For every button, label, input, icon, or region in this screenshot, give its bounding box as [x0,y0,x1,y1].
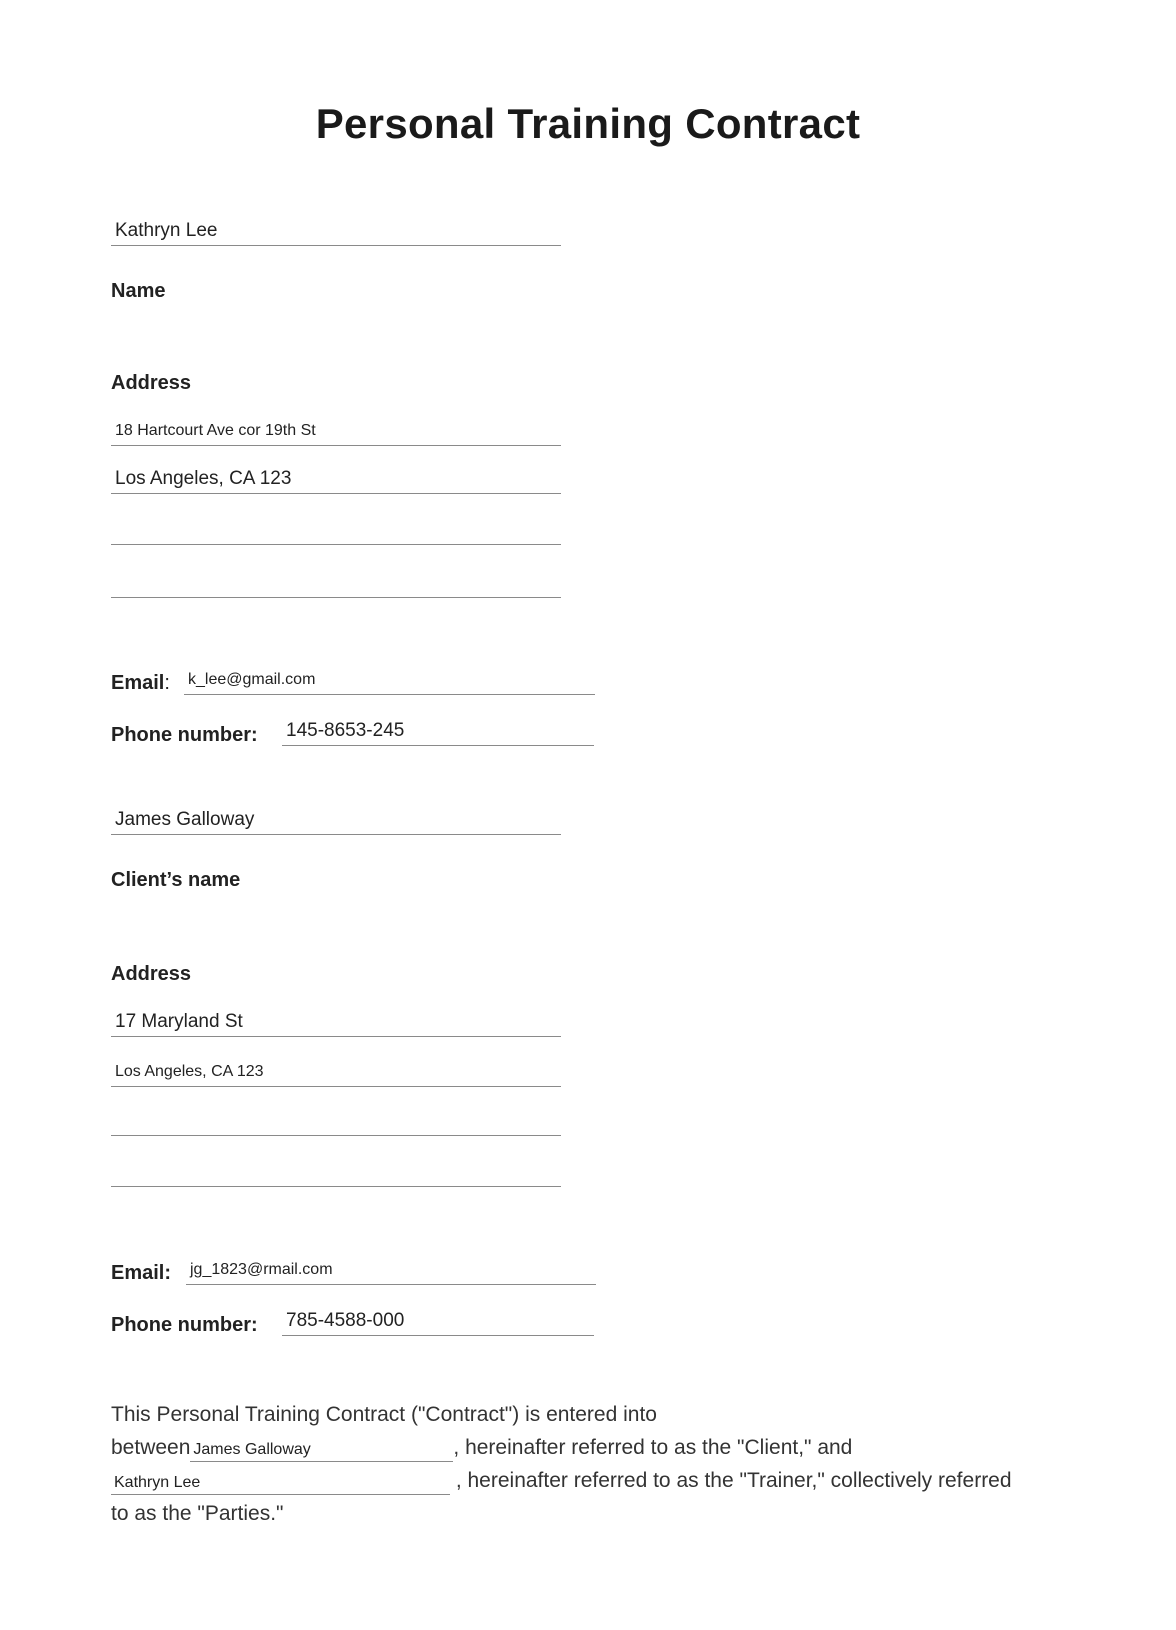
trainer-address-line-1[interactable]: 18 Hartcourt Ave cor 19th St [111,416,561,446]
client-phone-label: Phone number: [111,1314,258,1336]
trainer-address-line-2[interactable]: Los Angeles, CA 123 [111,464,561,494]
client-address-line-2[interactable]: Los Angeles, CA 123 [111,1057,561,1087]
trainer-phone-label: Phone number: [111,724,258,746]
client-address-label: Address [111,963,192,985]
trainer-suffix-text: , hereinafter referred to as the "Trainer," collectively referred [450,1469,1012,1492]
agreement-line-3 [111,1464,1012,1497]
trainer-name-label: Name [111,280,166,302]
trainer-name-field[interactable]: Kathryn Lee [111,216,561,246]
client-name-label: Client’s name [111,869,241,891]
agreement-client-name-field[interactable]: James Galloway [190,1438,453,1462]
trainer-address-line-4[interactable] [111,568,561,598]
trainer-phone-field[interactable]: 145-8653-245 [282,716,594,746]
agreement-line-1: This Personal Training Contract ("Contract") is entered into [111,1403,657,1426]
client-suffix-text: , hereinafter referred to as the "Client," and [453,1436,853,1459]
client-phone-field[interactable]: 785-4588-000 [282,1306,594,1336]
agreement-trainer-name-field[interactable]: Kathryn Lee [111,1471,450,1495]
agreement-line-4: to as the "Parties." [111,1502,284,1525]
client-email-label: Email: [111,1262,172,1284]
client-address-line-3[interactable] [111,1106,561,1136]
document-title: Personal Training Contract [315,100,861,147]
agreement-line-2 [111,1431,852,1464]
trainer-address-line-3[interactable] [111,515,561,545]
client-name-field[interactable]: James Galloway [111,805,561,835]
between-word: between [111,1436,191,1459]
agreement-paragraph [111,1398,1071,1538]
client-address-line-4[interactable] [111,1157,561,1187]
trainer-email-label: Email: [111,672,170,694]
trainer-address-label: Address [111,372,192,394]
client-address-line-1[interactable]: 17 Maryland St [111,1007,561,1037]
trainer-email-field[interactable]: k_lee@gmail.com [184,665,595,695]
client-email-field[interactable]: jg_1823@rmail.com [186,1255,596,1285]
